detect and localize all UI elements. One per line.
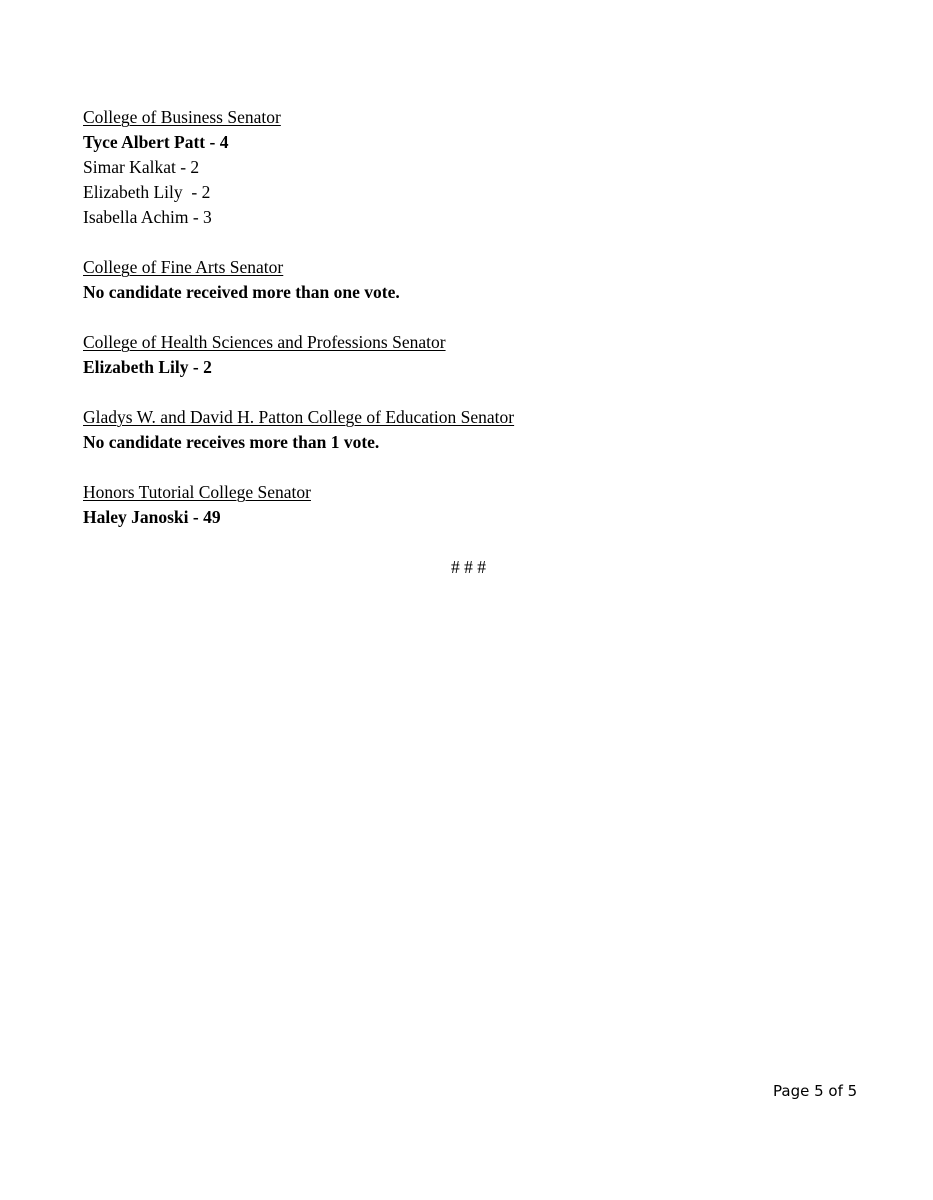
section-title: College of Business Senator xyxy=(83,107,281,127)
section-business xyxy=(83,105,863,230)
result-line-winner: Elizabeth Lily - 2 xyxy=(83,357,212,377)
result-line-winner: Tyce Albert Patt - 4 xyxy=(83,132,229,152)
result-line: Simar Kalkat - 2 xyxy=(83,157,200,177)
end-of-document-mark: # # # xyxy=(451,557,486,577)
document-body xyxy=(83,105,863,555)
page-number: Page 5 of 5 xyxy=(773,1082,858,1100)
section-education xyxy=(83,405,863,455)
section-title: Gladys W. and David H. Patton College of Education Senator xyxy=(83,407,515,427)
section-honors-tutorial xyxy=(83,480,863,530)
section-title: Honors Tutorial College Senator xyxy=(83,482,311,502)
result-line: Isabella Achim - 3 xyxy=(83,207,212,227)
result-line-winner: No candidate receives more than 1 vote. xyxy=(83,432,380,452)
section-fine-arts xyxy=(83,255,863,305)
section-title: College of Health Sciences and Professions Senator xyxy=(83,332,446,352)
section-title: College of Fine Arts Senator xyxy=(83,257,284,277)
section-health-sciences xyxy=(83,330,863,380)
result-line-winner: No candidate received more than one vote. xyxy=(83,282,400,302)
result-line-winner: Haley Janoski - 49 xyxy=(83,507,221,527)
result-line: Elizabeth Lily - 2 xyxy=(83,182,211,202)
